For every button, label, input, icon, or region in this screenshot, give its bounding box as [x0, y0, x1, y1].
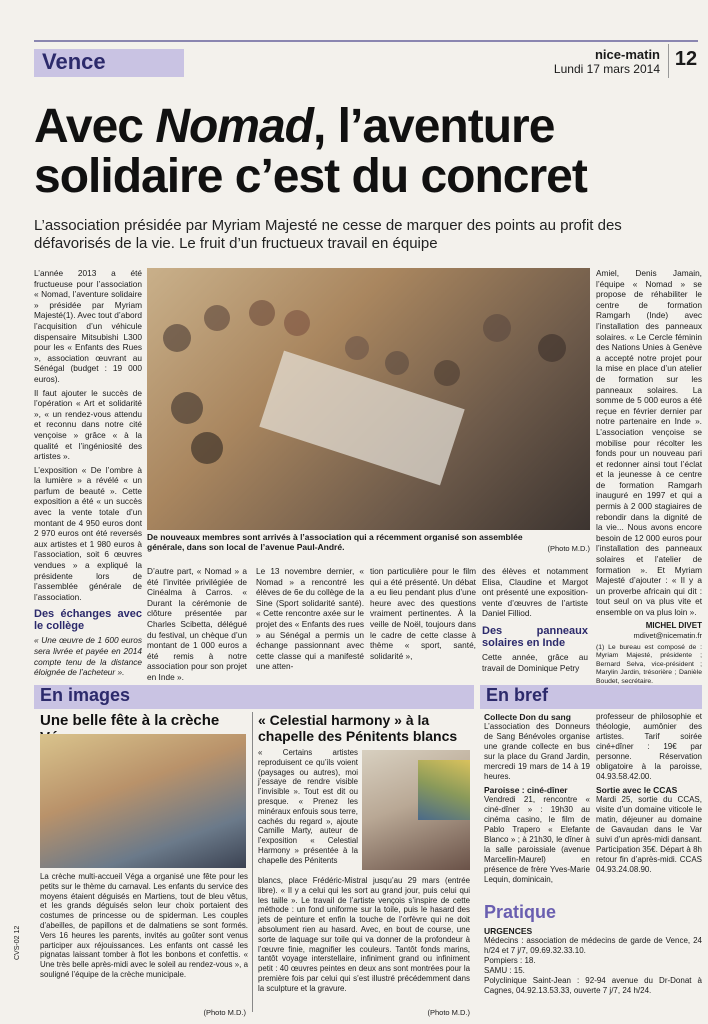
- story2-credit: (Photo M.D.): [427, 1008, 470, 1017]
- bref-item-text: L’association des Donneurs de Sang Bénévoles organise une grande collecte en bus sur la place du Grand Jardin, mercredi 19 mars de 14 à 19 heures.: [484, 722, 590, 781]
- page-number: 12: [668, 44, 703, 78]
- subheading: Des échanges avec le collège: [34, 608, 142, 633]
- photo-caption: De nouveaux membres sont arrivés à l’association qui a récemment organisé son assemblée générale, dans son local de l’avenue Paul-André.: [147, 532, 523, 552]
- paragraph: L’exposition « De l’ombre à la lumière » a révélé « un parfum de beauté ». Cette exposition a été « un succès avec la vente totale d’un montant de 4 950 euros dont 2 970 euros ont été reversés aux artistes et 1 980 euros à l’association, soit 6 œuvres vendues » a expliqué la présidente lors de l’assemblée générale de l’association.: [34, 464, 142, 602]
- article-column-4: tion particulière pour le film qui a été présenté. Un débat a eu lieu pendant plus d’une heure avec des questions vraiment pertinentes. À la veille de Noël, toujours dans le cadre de cette classe à thème « sport, santé, solidarité »,: [370, 566, 476, 661]
- painting-photo: [418, 760, 470, 820]
- paragraph: Il faut ajouter le succès de l’opération « Art et solidarité », « un rendez-vous attendu et reconnu dans notre cité vençoise » grâce « à la qualité et l’ingéniosité des artistes ».: [34, 387, 142, 462]
- pratique-line: Pompiers : 18.: [484, 956, 536, 965]
- author-name: MICHEL DIVET: [645, 620, 702, 630]
- masthead: [540, 48, 660, 76]
- band-title: Pratique: [484, 902, 557, 922]
- pratique-line: SAMU : 15.: [484, 966, 525, 975]
- issue-date: Lundi 17 mars 2014: [553, 62, 660, 76]
- story2-title: « Celestial harmony » à la chapelle des Pénitents blancs: [258, 712, 458, 744]
- top-rule: [34, 40, 698, 42]
- en-images-band: [34, 685, 474, 709]
- bref-column-1: [484, 712, 590, 888]
- footnote: (1) Le bureau est composé de : Myriam Majesté, présidente ; Bernard Selva, vice-président ; Marylin Jardin, trésorière ; Danièle Boudet, secrétaire.: [596, 643, 702, 685]
- section-tag: [34, 49, 184, 77]
- pratique-box: [484, 926, 702, 996]
- band-title: En images: [40, 685, 131, 705]
- story2-text: blancs, place Frédéric-Mistral jusqu’au 29 mars (entrée libre). « Il y a celui qui les sort au grand jour, puis celui qui les taille ». Le travail de l’artiste vençois s’inspire de cette méthode : un fond uniforme sur la toile, puis le hasard des jets de peinture et enfin la touche de l’orfèvre qui ne doit absolument rien au hasard. Avec, en bout de course, une sorte de laquage sur toile qui va donner de la profondeur à l’œuvre finie, magnifier les couleurs. Tantôt fonds marins, tantôt voyage interstellaire, infiniment grand ou infiniment petit : 40 œuvres peintes en deux ans sont montrées pour la première fois par celui qui s’est illustré précédemment dans la sculpture et la gravure.: [258, 876, 470, 993]
- pratique-line: Polyclinique Saint-Jean : 92-94 avenue du Dr-Donat à Cagnes, 04.92.13.53.33, ouverte 7 j/7, 24 h/24.: [484, 976, 702, 995]
- photo-credit: (Photo M.D.): [547, 544, 590, 553]
- bref-item-text: Vendredi 21, rencontre « ciné-dîner » : 19h30 au cinéma casino, le film de Pablo Trapero « Elefante Blanco » ; à 21h30, le dîner à la salle paroissiale (avenue Marcellin-Maurel) en présence de frère Yves-Marie Lequin, dominicain,: [484, 795, 590, 884]
- story1-credit: (Photo M.D.): [203, 1008, 246, 1017]
- assembly-photo: [147, 268, 590, 530]
- article-column-3: Le 13 novembre dernier, « Nomad » a rencontré les élèves de 6e du collège de la Sine (Sport solidarité santé). « Cette rencontre axée sur le projet des « Enfants des rues » au Sénégal a permis un échange passionnant avec cette classe qui a manifesté une atten-: [256, 566, 364, 672]
- en-bref-band: [480, 685, 702, 709]
- bref-item-title: Sortie avec le CCAS: [596, 785, 678, 795]
- bref-item-title: Collecte Don du sang: [484, 712, 571, 722]
- bref-item-title: Paroisse : ciné-dîner: [484, 785, 568, 795]
- article-column-5: des élèves et notamment Elisa, Claudine et Margot ont présenté une exposition-vente d’œuvres de l’artiste Daniel Filliod. Des panneaux solaires en Inde Cette année, grâce au travail de Dominique Petry: [482, 566, 588, 673]
- pratique-line: Médecins : association de médecins de garde de Vence, 24 h/24 et 7 j/7, 09.69.32.33.10.: [484, 936, 702, 955]
- article-column-1: [34, 268, 142, 681]
- author-email: mdivet@nicematin.fr: [633, 631, 702, 641]
- article-column-6: Amiel, Denis Jamain, l’équipe « Nomad » se propose de réhabiliter le centre de formation Ramgarh (Inde) avec l’installation des panneaux solaires. « Le Cercle féminin des Nations Unies à Genève a accepté notre projet pour la mise en place d’un atelier de formation sur les panneaux solaires. La somme de 5 000 euros a été reçue en février dernier par notre partenaire en Inde ». L’association vençoise se mobilise pour récolter les fonds pour un nouveau pari et redonner ainsi tout l’éclat et la jeunesse à ce centre de formation Ramgarh inauguré en 1997 et qui a permis à 2 000 stagiaires de rebondir dans la dignité de la vie... Nous avons encore besoin de 12 000 euros pour l’installation des panneaux solaires et l’atelier de formation ». Et Myriam Majesté d’ajouter : « Il y a un proverbe africain qui dit : tout seul on va plus vite et ensemble on va plus loin ». MICHEL DIVET mdivet@nicematin.fr (1) Le bureau est composé de : Myriam Majesté, présidente ; Bernard Selva, vice-président ; Marylin Jardin, trésorière ; Danièle Boudet, secrétaire.: [596, 268, 702, 685]
- bref-column-2: [596, 712, 702, 878]
- section-name: Vence: [42, 49, 106, 74]
- paragraph: L’année 2013 a été fructueuse pour l’association « Nomad, l’aventure solidaire » présidée par Myriam Majesté(1). Avec tout d’abord l’acquisition d’un véhicule dispensaire Mitsubishi L300 pour les « Enfants des Rues », association œuvrant au Sénégal (budget : 19 000 euros).: [34, 268, 142, 384]
- story1-title: Une belle fête à la crèche: [40, 712, 220, 729]
- urgences-title: URGENCES: [484, 926, 533, 936]
- creche-photo: [40, 734, 246, 868]
- article-subtitle: L’association présidée par Myriam Majesté ne cesse de marquer des points au profit des défavorisés de la vie. Le fruit d’un fructueux travail en équipe: [34, 217, 622, 252]
- article-column-2: D’autre part, « Nomad » a été l’invitée privilégiée de Cinéalma à Carros. « Durant la cérémonie de clôture présentée par Charles Scibetta, délégué du festival, un chèque d’un montant de 1 000 euros a été remis à notre association pour son projet en Inde ».: [147, 566, 247, 682]
- paragraph: « Une œuvre de 1 600 euros sera livrée et payée en 2014 compte tenu de la distance éloignée de l’acheteur ».: [34, 635, 142, 678]
- article-title: Avec Nomad, l’aventure solidaire c’est du concret: [34, 100, 587, 203]
- subheading: Des panneaux solaires en Inde: [482, 624, 588, 649]
- brand-name: nice-matin: [594, 47, 660, 62]
- bref-item-text: Mardi 25, sortie du CCAS, visite d’un domaine viticole le matin, déjeuner au domaine de Gavaudan dans le Var suivi d’un après-midi dansant. Participation 35€. Départ à 8h retour fin d’après-midi. CCAS 04.93.24.08.90.: [596, 795, 702, 874]
- pratique-band: [480, 904, 702, 924]
- divider: [252, 712, 253, 1012]
- story1-text: La crèche multi-accueil Véga a organisé une fête pour les petits sur le thème du carnaval. Les enfants du service des moyens étaient déguisés en Martiens, tout de bleu vêtus, et les grands déguisés selon leur choix portaient des costumes de princesse ou de spiderman. Les couples d’abeilles, de papillons et de dalmatiens se sont formés. Vers 16 heures les parents, invités au goûter sont venus participer aux réjouissances. Les enfants ont cassé les pignatas laissant tomber à flot les bonbons et confettis. « Une très belle après-midi avec le soleil au rendez-vous », a souligné l’équipe de la crèche municipale.: [40, 872, 248, 979]
- bref-item-text: professeur de philosophie et théologie, aumônier des artistes. Tarif soirée ciné+dîner : 19€ par personne. Réservation obligatoire à la paroisse, 04.93.58.42.00.: [596, 712, 702, 781]
- story2-intro: « Certains artistes reproduisent ce qu’ils voient (paysages ou autres), moi j’essaye de rendre visible l’invisible ». Tout est dit ou presque. « Prenez les minéraux enfouis sous terre, cachés du regard », ajoute Camille Marty, auteur de l’exposition « Celestial Harmony » présentée à la chapelle des Pénitents: [258, 748, 358, 865]
- margin-code: CVS-02 12: [14, 925, 21, 960]
- band-title: En bref: [486, 685, 549, 705]
- photo-placeholder-icon: [147, 268, 590, 530]
